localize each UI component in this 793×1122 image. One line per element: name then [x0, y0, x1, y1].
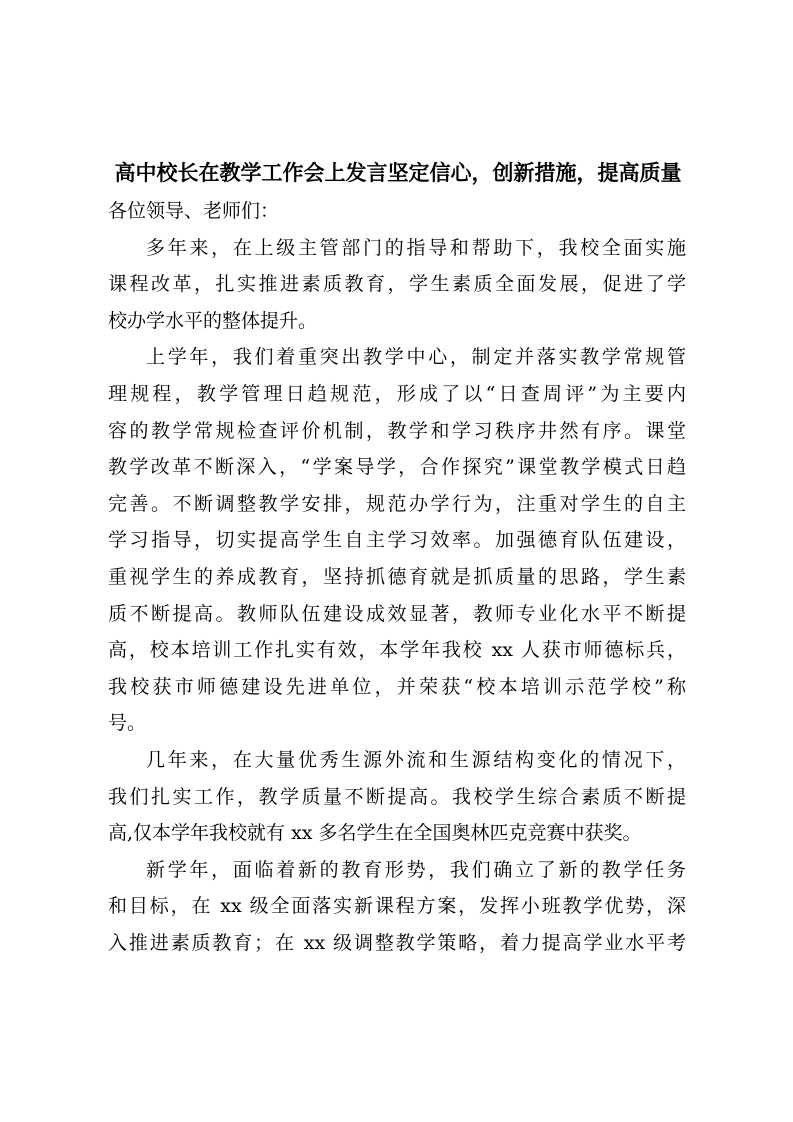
- paragraph-line: 理规程，教学管理日趋规范，形成了以“日查周评”为主要内: [108, 382, 686, 405]
- paragraph-line: 学习指导，切实提高学生自主学习效率。加强德育队伍建设，: [108, 529, 686, 552]
- paragraph: [108, 742, 686, 852]
- paragraph-line: 容的教学常规检查评价机制，教学和学习秩序井然有序。课堂: [108, 419, 686, 442]
- paragraph-line: 和目标，在 xx 级全面落实新课程方案，发挥小班教学优势，深: [108, 895, 686, 918]
- document-title: 高中校长在教学工作会上发言坚定信心，创新措施，提高质量: [114, 160, 682, 185]
- paragraph-line: 完善。不断调整教学安排，规范办学行为，注重对学生的自主: [108, 492, 686, 515]
- paragraph-line: 高，校本培训工作扎实有效，本学年我校 xx 人获市师德标兵，: [108, 639, 686, 662]
- paragraph: [108, 230, 686, 340]
- paragraph-line: 入推进素质教育；在 xx 级调整教学策略，着力提高学业水平考: [108, 931, 686, 954]
- paragraph-line: 教学改革不断深入，“学案导学，合作探究”课堂教学模式日趋: [108, 456, 686, 479]
- paragraph-line: 我校获市师德建设先进单位，并荣获“校本培训示范学校”称: [108, 675, 686, 698]
- paragraph-line: 号。: [108, 712, 147, 735]
- paragraph-line: 重视学生的养成教育，坚持抓德育就是抓质量的思路，学生素: [108, 565, 686, 588]
- paragraph-line: 校办学水平的整体提升。: [108, 309, 318, 332]
- paragraph-line: 高,仅本学年我校就有 xx 多名学生在全国奥林匹克竞赛中获奖。: [108, 822, 642, 845]
- paragraph-line: 新学年，面临着新的教育形势，我们确立了新的教学任务: [146, 858, 686, 881]
- document-body: [108, 193, 686, 961]
- paragraph-line: 多年来，在上级主管部门的指导和帮助下，我校全面实施: [146, 236, 686, 259]
- paragraphs: [108, 230, 686, 962]
- paragraph: [108, 852, 686, 962]
- salutation: 各位领导、老师们：: [108, 200, 280, 222]
- paragraph-line: 上学年，我们着重突出教学中心，制定并落实教学常规管: [146, 346, 686, 369]
- paragraph-line: 课程改革，扎实推进素质教育，学生素质全面发展，促进了学: [108, 273, 686, 296]
- paragraph-line: 几年来，在大量优秀生源外流和生源结构变化的情况下，: [146, 748, 686, 771]
- paragraph-line: 我们扎实工作，教学质量不断提高。我校学生综合素质不断提: [108, 785, 686, 808]
- paragraph: [108, 339, 686, 742]
- paragraph-line: 质不断提高。教师队伍建设成效显著，教师专业化水平不断提: [108, 602, 686, 625]
